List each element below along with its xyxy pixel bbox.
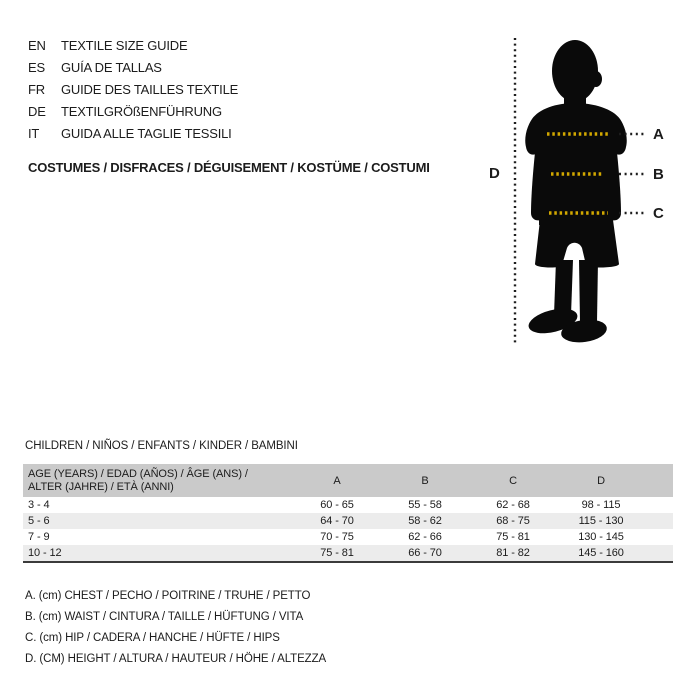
hip-label: C <box>653 205 664 222</box>
age-column-header <box>23 464 293 497</box>
waist-cell: 66 - 70 <box>408 547 442 559</box>
language-row-it <box>28 122 238 144</box>
chest-label: A <box>653 126 664 143</box>
height-cell: 115 - 130 <box>578 515 624 527</box>
language-row-fr <box>28 79 238 101</box>
height-cell: 145 - 160 <box>578 547 624 559</box>
height-cell: 98 - 115 <box>581 499 621 511</box>
table-row <box>23 513 673 529</box>
chest-cell: 64 - 70 <box>320 515 354 527</box>
section-title: CHILDREN / NIÑOS / ENFANTS / KINDER / BAMBINI <box>25 440 298 452</box>
legend-item-chest: A. (cm) CHEST / PECHO / POITRINE / TRUHE / PETTO <box>25 590 311 603</box>
category-title: COSTUMES / DISFRACES / DÉGUISEMENT / KOSTÜME / COSTUMI <box>28 160 430 175</box>
chest-cell: 60 - 65 <box>320 499 354 511</box>
filler-cell <box>645 513 673 529</box>
hip-cell: 75 - 81 <box>496 531 530 543</box>
column-header-b: B <box>381 464 469 497</box>
column-header-d: D <box>557 464 645 497</box>
size-figure <box>480 35 700 350</box>
measurement-legend <box>25 586 326 669</box>
hip-cell: 62 - 68 <box>496 499 530 511</box>
height-cell: 130 - 145 <box>578 531 624 543</box>
filler-cell <box>645 529 673 545</box>
legend-item-hip: C. (cm) HIP / CADERA / HANCHE / HÜFTE / HIPS <box>25 631 280 644</box>
age-cell: 3 - 4 <box>28 499 50 511</box>
legend-item-waist: B. (cm) WAIST / CINTURA / TAILLE / HÜFTUNG / VITA <box>25 611 304 624</box>
age-header-line1: AGE (YEARS) / EDAD (AÑOS) / ÂGE (ANS) / <box>28 467 248 480</box>
language-row-en <box>28 35 238 57</box>
column-header-c: C <box>469 464 557 497</box>
language-row-es <box>28 57 238 79</box>
age-header-line2: ALTER (JAHRE) / ETÀ (ANNI) <box>28 480 174 493</box>
waist-cell: 58 - 62 <box>408 515 442 527</box>
ear-shape <box>590 71 602 87</box>
language-label: TEXTILGRÖßENFÜHRUNG <box>61 103 222 119</box>
size-table <box>23 464 673 563</box>
hip-cell: 68 - 75 <box>496 515 530 527</box>
column-header-filler <box>645 464 673 497</box>
language-code: FR <box>28 81 45 97</box>
language-label: GUIDA ALLE TAGLIE TESSILI <box>61 125 232 141</box>
chest-cell: 70 - 75 <box>320 531 354 543</box>
waist-cell: 62 - 66 <box>408 531 442 543</box>
filler-cell <box>645 545 673 562</box>
hip-cell: 81 - 82 <box>496 547 530 559</box>
chest-cell: 75 - 81 <box>320 547 354 559</box>
legend-item-height: D. (CM) HEIGHT / ALTURA / HAUTEUR / HÖHE / ALTEZZA <box>25 652 327 665</box>
language-code: DE <box>28 103 46 119</box>
age-cell: 10 - 12 <box>28 547 62 559</box>
waist-cell: 55 - 58 <box>408 499 442 511</box>
language-row-de <box>28 100 238 122</box>
language-code: ES <box>28 60 45 76</box>
filler-cell <box>645 497 673 513</box>
language-label: GUÍA DE TALLAS <box>61 60 162 76</box>
language-code: IT <box>28 125 40 141</box>
language-label: TEXTILE SIZE GUIDE <box>61 38 188 54</box>
table-row <box>23 529 673 545</box>
language-list <box>28 35 238 144</box>
child-silhouette-icon <box>525 40 627 345</box>
language-code: EN <box>28 38 46 54</box>
column-header-a: A <box>293 464 381 497</box>
height-label: D <box>489 165 500 182</box>
waist-label: B <box>653 166 664 183</box>
language-label: GUIDE DES TAILLES TEXTILE <box>61 81 239 97</box>
age-cell: 5 - 6 <box>28 515 50 527</box>
age-cell: 7 - 9 <box>28 531 50 543</box>
table-row <box>23 545 673 562</box>
table-header-row <box>23 464 673 497</box>
table-row <box>23 497 673 513</box>
